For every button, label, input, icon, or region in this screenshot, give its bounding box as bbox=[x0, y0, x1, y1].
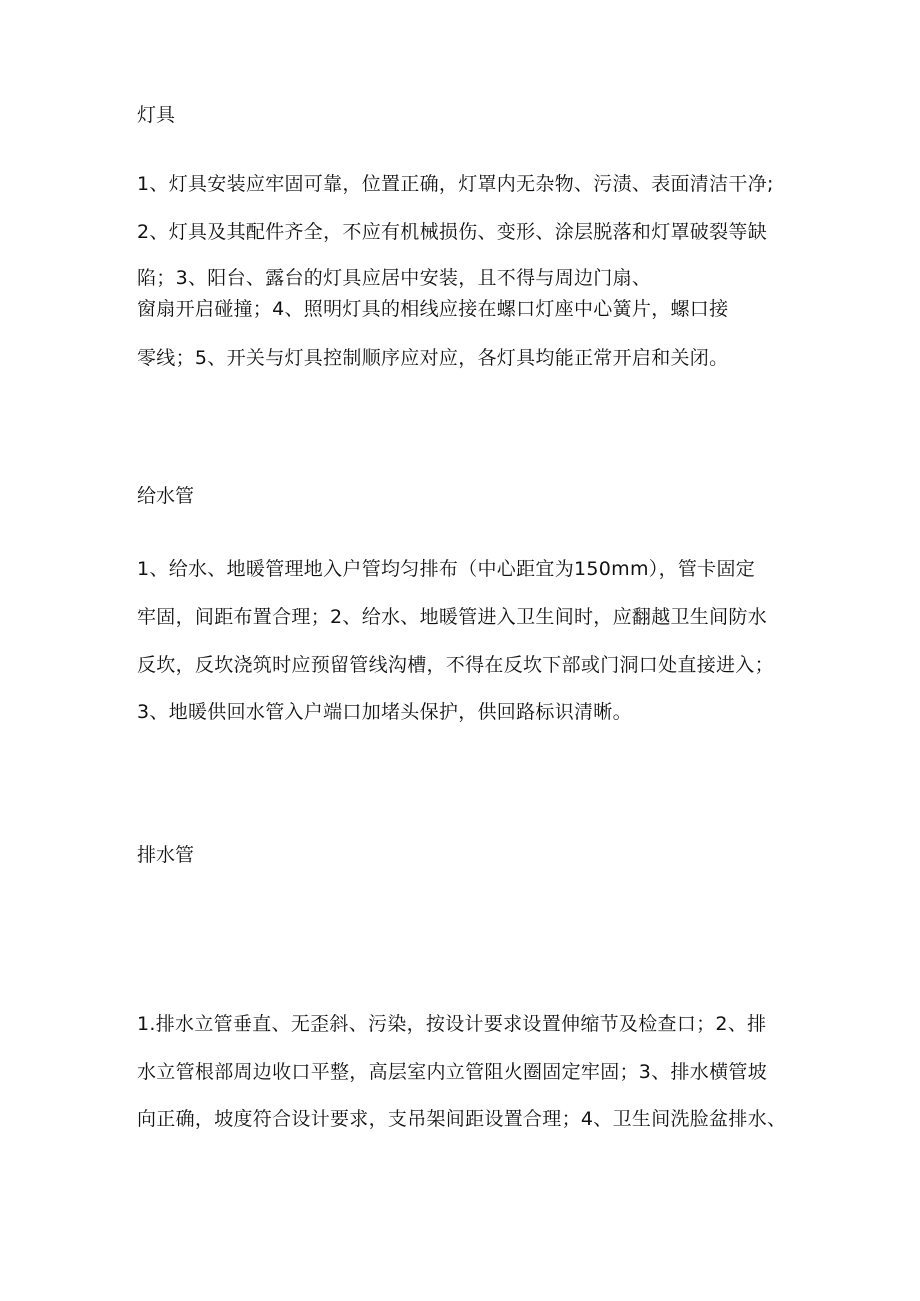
section-heading-water-supply: 给水管 bbox=[137, 485, 195, 507]
paragraph-line: 牢固，间距布置合理；2、给水、地暖管进入卫生间时，应翻越卫生间防水 bbox=[137, 606, 767, 628]
paragraph-line: 1、给水、地暖管理地入户管均匀排布（中心距宜为150mm），管卡固定 bbox=[137, 558, 756, 580]
paragraph-line: 1.排水立管垂直、无歪斜、污染，按设计要求设置伸缩节及检查口；2、排 bbox=[137, 1013, 767, 1035]
paragraph-line: 3、地暖供回水管入户端口加堵头保护，供回路标识清晰。 bbox=[137, 701, 632, 723]
paragraph-line: 1、灯具安装应牢固可靠，位置正确，灯罩内无杂物、污渍、表面清洁干净; bbox=[137, 173, 774, 195]
section-heading-lighting: 灯具 bbox=[137, 104, 176, 126]
paragraph-line: 陷；3、阳台、露台的灯具应居中安装，且不得与周边门扇、 bbox=[137, 267, 652, 289]
paragraph-line: 零线；5、开关与灯具控制顺序应对应，各灯具均能正常开启和关闭。 bbox=[137, 347, 729, 369]
paragraph-line: 2、灯具及其配件齐全，不应有机械损伤、变形、涂层脱落和灯罩破裂等缺 bbox=[137, 221, 767, 243]
paragraph-line: 水立管根部周边收口平整，高层室内立管阻火圈固定牢固；3、排水横管坡 bbox=[137, 1061, 767, 1083]
paragraph-line: 向正确，坡度符合设计要求，支吊架间距设置合理；4、卫生间洗脸盆排水、 bbox=[137, 1108, 787, 1130]
section-heading-drainage: 排水管 bbox=[137, 844, 195, 866]
paragraph-line: 反坎，反坎浇筑时应预留管线沟槽，不得在反坎下部或门洞口处直接进入； bbox=[137, 654, 774, 676]
paragraph-line: 窗扇开启碰撞；4、照明灯具的相线应接在螺口灯座中心簧片，螺口接 bbox=[137, 298, 729, 320]
